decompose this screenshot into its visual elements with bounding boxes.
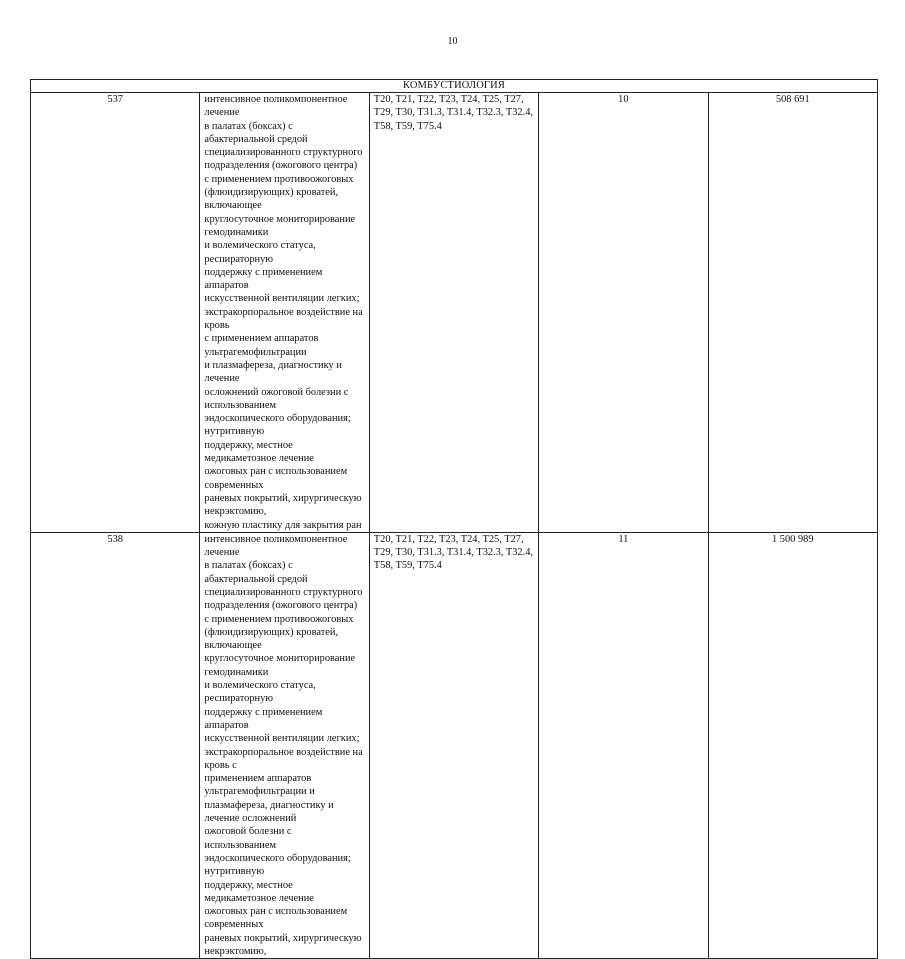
section-header-row (31, 80, 878, 93)
page-number: 10 (447, 36, 458, 47)
row-number: 537 (31, 93, 200, 533)
table-row (31, 93, 878, 533)
group-value: 11 (539, 532, 708, 959)
diagnosis-codes: T20, T21, T22, T23, T24, T25, T27, T29, T30, T31.3, T31.4, T32.3, T32.4, T58, T59, T75.4 (369, 93, 538, 533)
group-value: 10 (539, 93, 708, 533)
diagnosis-codes: T20, T21, T22, T23, T24, T25, T27, T29, T30, T31.3, T31.4, T32.3, T32.4, T58, T59, T75.4 (369, 532, 538, 959)
row-number: 538 (31, 532, 200, 959)
cost-value: 1 500 989 (708, 532, 877, 959)
treatment-description: интенсивное поликомпонентное лечение в палатах (боксах) с абактериальной средой специализированного структурного подразделения (ожогового центра) с применением противоожоговых (флюидизирующих) кроватей, включающее круглосуточное мониторирование гемодинамики и волемического статуса, респираторную поддержку с применением аппаратов искусственной вентиляции легких; экстракорпоральное воздействие на кровь с применением аппаратов ультрагемофильтрации и плазмафереза, диагностику и лечение осложнений ожоговой болезни с использованием эндоскопического оборудования; нутритивную поддержку, местное медикаметозное лечение ожоговых ран с использованием современных раневых покрытий, хирургическую некрэктомию, кожную пластику для закрытия ран (200, 93, 369, 533)
table-row (31, 532, 878, 959)
procedures-table (30, 79, 878, 959)
treatment-description: интенсивное поликомпонентное лечение в палатах (боксах) с абактериальной средой специализированного структурного подразделения (ожогового центра) с применением противоожоговых (флюидизирующих) кроватей, включающее круглосуточное мониторирование гемодинамики и волемического статуса, респираторную поддержку с применением аппаратов искусственной вентиляции легких; экстракорпоральное воздействие на кровь с применением аппаратов ультрагемофильтрации и плазмафереза, диагностику и лечение осложнений ожоговой болезни с использованием эндоскопического оборудования; нутритивную поддержку, местное медикаметозное лечение ожоговых ран с использованием современных раневых покрытий, хирургическую некрэктомию, (200, 532, 369, 959)
section-title: КОМБУСТИОЛОГИЯ (31, 80, 878, 93)
cost-value: 508 691 (708, 93, 877, 533)
